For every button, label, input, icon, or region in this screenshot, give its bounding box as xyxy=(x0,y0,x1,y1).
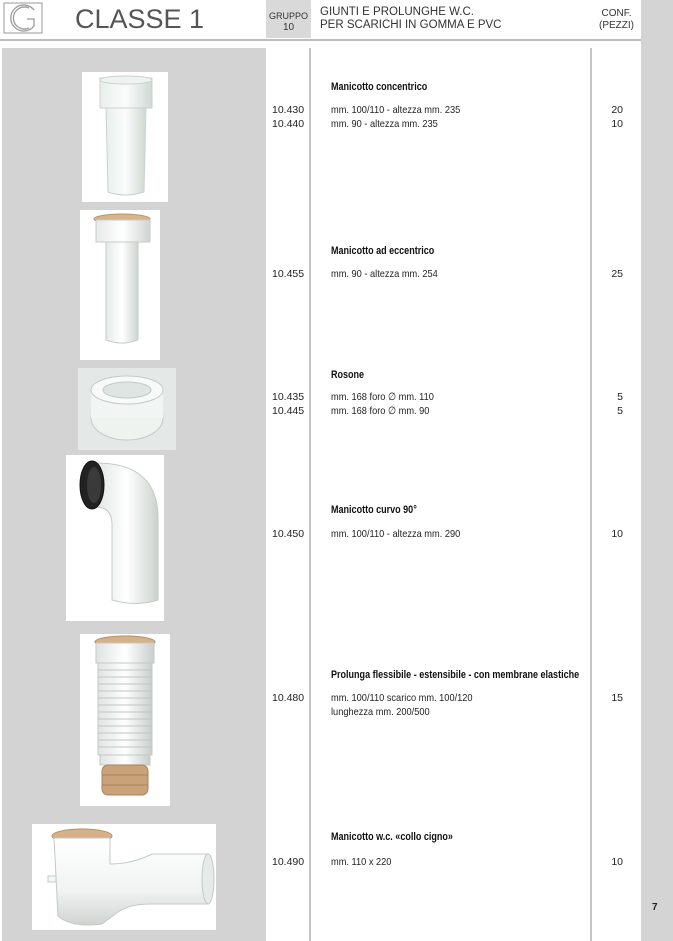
product-description: mm. 100/110 - altezza mm. 290 xyxy=(331,528,461,540)
product-description: mm. 90 - altezza mm. 254 xyxy=(331,268,438,280)
group-description xyxy=(320,6,501,32)
product-description: mm. 168 foro ∅ mm. 90 xyxy=(331,405,430,417)
product-code: 10.435 xyxy=(272,391,305,403)
product-code: 10.445 xyxy=(272,405,305,417)
product-code: 10.450 xyxy=(272,528,305,540)
product-quantity: 15 xyxy=(611,692,623,704)
product-description: mm. 110 x 220 xyxy=(331,856,392,868)
column-divider xyxy=(309,48,311,941)
product-photo-manicotto-curvo xyxy=(66,455,164,621)
product-code: 10.490 xyxy=(272,856,305,868)
description-line-2: PER SCARICHI IN GOMMA E PVC xyxy=(320,19,502,31)
product-photo-prolunga-flessibile xyxy=(80,634,170,806)
product-description: mm. 100/110 scarico mm. 100/120 xyxy=(331,692,473,704)
conf-line-1: CONF. xyxy=(601,8,632,19)
column-divider xyxy=(590,48,592,941)
product-quantity: 10 xyxy=(611,118,623,130)
product-name: Manicotto curvo 90° xyxy=(331,504,417,516)
page-header xyxy=(0,0,641,40)
group-label: GRUPPO xyxy=(268,11,308,21)
page-number: 7 xyxy=(652,902,658,913)
product-photo-manicotto-concentrico xyxy=(82,72,168,202)
company-logo-icon xyxy=(3,2,43,34)
group-box xyxy=(266,0,311,38)
product-quantity: 5 xyxy=(617,391,623,403)
product-photo-collo-cigno xyxy=(32,824,216,930)
product-code: 10.440 xyxy=(272,118,305,130)
description-line-1: GIUNTI E PROLUNGHE W.C. xyxy=(320,6,474,18)
product-description: mm. 168 foro ∅ mm. 110 xyxy=(331,391,434,403)
product-description: mm. 90 - altezza mm. 235 xyxy=(331,118,438,130)
product-photo-manicotto-eccentrico xyxy=(80,210,160,360)
product-code: 10.480 xyxy=(272,692,305,704)
conf-line-2: (PEZZI) xyxy=(599,20,634,31)
product-quantity: 20 xyxy=(611,104,623,116)
product-name: Manicotto w.c. «collo cigno» xyxy=(331,831,453,843)
product-name: Manicotto ad eccentrico xyxy=(331,245,435,257)
product-name: Prolunga flessibile - estensibile - con membrane elastiche xyxy=(331,669,580,681)
product-quantity: 10 xyxy=(611,856,623,868)
product-name: Manicotto concentrico xyxy=(331,81,428,93)
product-code: 10.430 xyxy=(272,104,305,116)
product-description: mm. 100/110 - altezza mm. 235 xyxy=(331,104,461,116)
group-number: 10 xyxy=(282,22,295,33)
product-quantity: 10 xyxy=(611,528,623,540)
product-photo-rosone xyxy=(78,368,176,450)
product-name: Rosone xyxy=(331,369,365,381)
conf-header xyxy=(592,8,641,32)
header-divider xyxy=(0,39,641,41)
side-strip xyxy=(641,0,673,941)
class-title: CLASSE 1 xyxy=(75,4,205,34)
product-quantity: 25 xyxy=(611,268,623,280)
product-quantity: 5 xyxy=(617,405,623,417)
product-description: lunghezza mm. 200/500 xyxy=(331,706,430,718)
product-code: 10.455 xyxy=(272,268,305,280)
